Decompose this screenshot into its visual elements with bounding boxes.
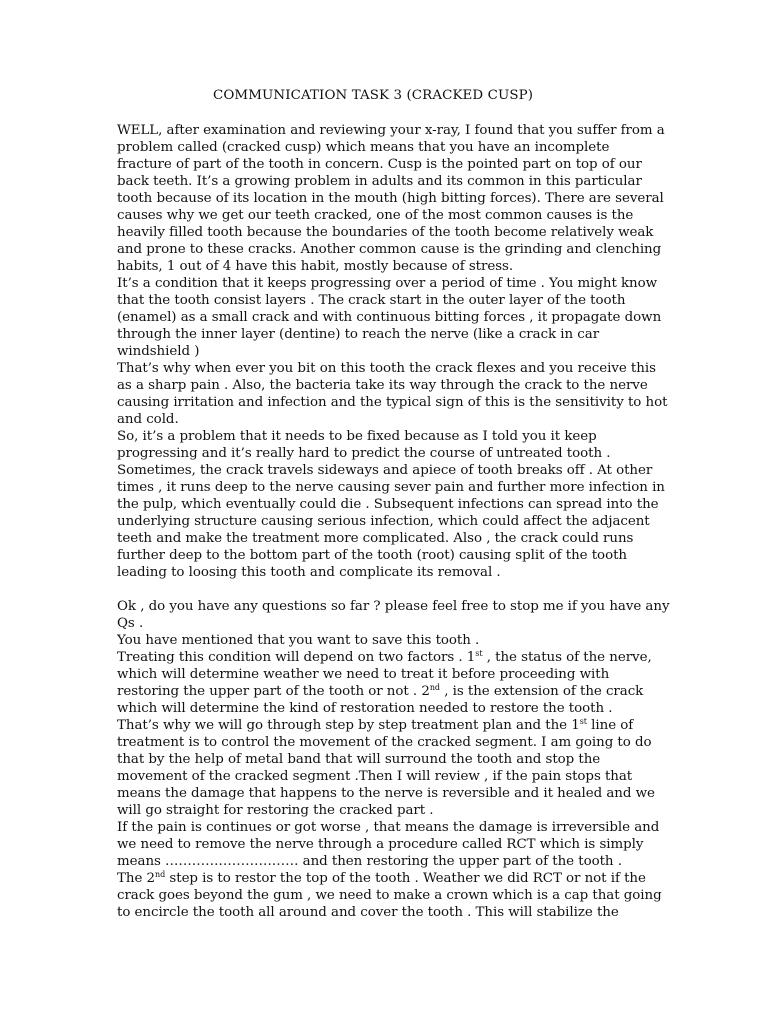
text-segment: step is to restor the top of the tooth . Weather we did RCT or not if the — [165, 871, 646, 886]
text-segment: movement of the cracked segment .Then I will review , if the pain stops that — [117, 769, 633, 784]
ordinal-superscript: st — [475, 649, 483, 658]
text-line: and cold. — [117, 412, 179, 427]
text-line: (enamel) as a small crack and with continuous bitting forces , it propagate down — [117, 310, 662, 325]
text-line: leading to loosing this tooth and complicate its removal . — [117, 565, 501, 580]
text-line — [117, 870, 669, 887]
text-segment: If the pain is continues or got worse , that means the damage is irreversible and — [117, 820, 660, 835]
document-body — [117, 122, 669, 921]
text-segment: , the status of the nerve, — [482, 650, 652, 665]
text-line: tooth because of its location in the mouth (high bitting forces). There are several — [117, 191, 664, 206]
text-line: So, it’s a problem that it needs to be fixed because as I told you it keep — [117, 429, 597, 444]
text-line — [117, 717, 669, 734]
text-line — [117, 853, 669, 870]
text-line — [117, 751, 669, 768]
text-segment: restoring the upper part of the tooth or not . 2 — [117, 684, 430, 699]
text-line: habits, 1 out of 4 have this habit, mostly because of stress. — [117, 259, 514, 274]
text-line: that the tooth consist layers . The crack start in the outer layer of the tooth — [117, 293, 626, 308]
text-line: the pulp, which eventually could die . Subsequent infections can spread into the — [117, 497, 659, 512]
ordinal-superscript: nd — [429, 683, 440, 692]
text-line — [117, 768, 669, 785]
text-line: and prone to these cracks. Another common cause is the grinding and clenching — [117, 242, 662, 257]
text-line: further deep to the bottom part of the tooth (root) causing split of the tooth — [117, 548, 627, 563]
text-segment: will go straight for restoring the cracked part . — [117, 803, 434, 818]
text-segment: that by the help of metal band that will surround the tooth and stop the — [117, 752, 601, 767]
text-segment: means the damage that happens to the nerve is reversible and it healed and we — [117, 786, 655, 801]
text-line — [117, 666, 669, 683]
text-line: Qs . — [117, 616, 144, 631]
text-segment: which will determine weather we need to treat it before proceeding with — [117, 667, 610, 682]
text-line — [117, 581, 669, 598]
text-line: heavily filled tooth because the boundaries of the tooth become relatively weak — [117, 225, 654, 240]
text-line: progressing and it’s really hard to predict the course of untreated tooth . — [117, 446, 611, 461]
text-line: That’s why when ever you bit on this tooth the crack flexes and you receive this — [117, 361, 656, 376]
text-line: as a sharp pain . Also, the bacteria take its way through the crack to the nerve — [117, 378, 648, 393]
text-line — [117, 700, 669, 717]
ordinal-superscript: st — [579, 717, 587, 726]
text-line — [117, 819, 669, 836]
text-segment: we need to remove the nerve through a procedure called RCT which is simply — [117, 837, 644, 852]
text-segment: The 2 — [117, 871, 156, 886]
text-line: teeth and make the treatment more complicated. Also , the crack could runs — [117, 531, 634, 546]
text-segment: crack goes beyond the gum , we need to make a crown which is a cap that going — [117, 888, 662, 903]
ordinal-superscript: nd — [155, 870, 166, 879]
text-line: underlying structure causing serious infection, which could affect the adjacent — [117, 514, 650, 529]
text-line: causes why we get our teeth cracked, one of the most common causes is the — [117, 208, 634, 223]
text-line: through the inner layer (dentine) to reach the nerve (like a crack in car — [117, 327, 600, 342]
text-line: Sometimes, the crack travels sideways and apiece of tooth breaks off . At other — [117, 463, 653, 478]
text-line: WELL, after examination and reviewing your x-ray, I found that you suffer from a — [117, 123, 665, 138]
text-segment: Treating this condition will depend on two factors . 1 — [117, 650, 476, 665]
text-segment: , is the extension of the crack — [440, 684, 644, 699]
text-line — [117, 802, 669, 819]
text-line — [117, 836, 669, 853]
text-line: causing irritation and infection and the typical sign of this is the sensitivity to hot — [117, 395, 668, 410]
text-line: back teeth. It’s a growing problem in adults and its common in this particular — [117, 174, 642, 189]
text-segment: line of — [586, 718, 634, 733]
text-line — [117, 683, 669, 700]
text-segment: to encircle the tooth all around and cover the tooth . This will stabilize the — [117, 905, 619, 920]
text-segment: means ………………………… and then restoring the upper part of the tooth . — [117, 854, 622, 869]
text-line — [117, 649, 669, 666]
text-segment: That’s why we will go through step by step treatment plan and the 1 — [117, 718, 580, 733]
text-line: Ok , do you have any questions so far ? please feel free to stop me if you have any — [117, 599, 670, 614]
text-line — [117, 734, 669, 751]
text-line — [117, 887, 669, 904]
text-segment: which will determine the kind of restoration needed to restore the tooth . — [117, 701, 613, 716]
text-line: fracture of part of the tooth in concern. Cusp is the pointed part on top of our — [117, 157, 642, 172]
text-line — [117, 904, 669, 921]
text-line: times , it runs deep to the nerve causing sever pain and further more infection in — [117, 480, 665, 495]
text-line — [117, 785, 669, 802]
text-line: It’s a condition that it keeps progressing over a period of time . You might know — [117, 276, 658, 291]
text-line: You have mentioned that you want to save this tooth . — [117, 633, 480, 648]
text-line: windshield ) — [117, 344, 200, 359]
document-title: COMMUNICATION TASK 3 (CRACKED CUSP) — [213, 88, 534, 103]
text-line: problem called (cracked cusp) which means that you have an incomplete — [117, 140, 610, 155]
text-segment: treatment is to control the movement of the cracked segment. I am going to do — [117, 735, 652, 750]
